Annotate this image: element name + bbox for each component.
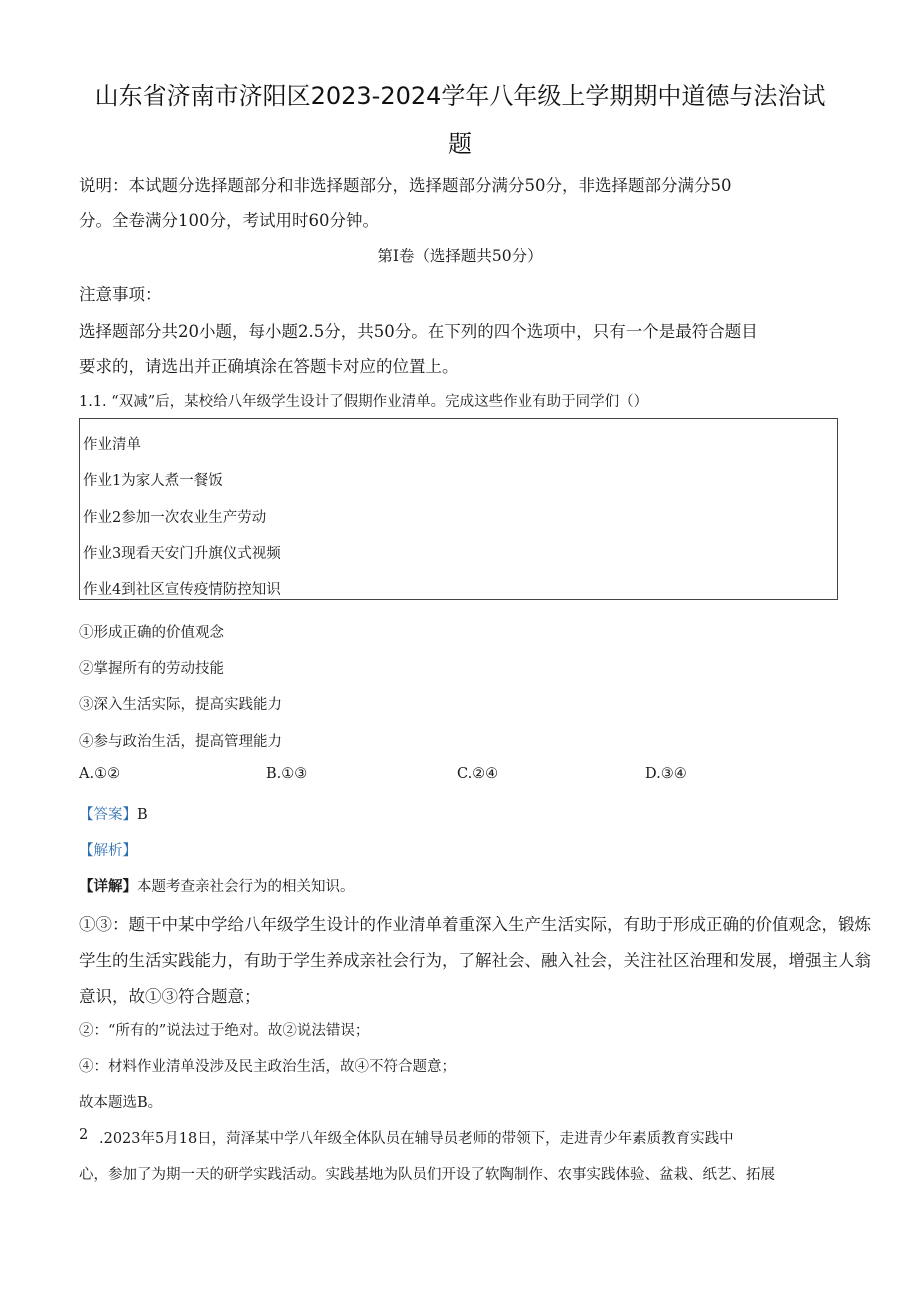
answer-label: 【答案】 [79,807,137,823]
statement-2: ②掌握所有的劳动技能 [79,661,224,677]
detail-line [79,875,355,896]
homework-item-1: 作业1为家人煮一餐饭 [83,473,223,489]
explain-line-1: ①③：题干中某中学给八年级学生设计的作业清单着重深入生产生活实际，有助于形成正确的价值观念，锻炼 [79,915,871,934]
explain-line-2: 学生的生活实践能力，有助于学生养成亲社会行为，了解社会、融入社会，关注社区治理和发展，增强主人翁 [79,951,871,970]
statement-1: ①形成正确的价值观念 [79,625,224,641]
homework-list-header: 作业清单 [83,437,141,453]
answer-value: B [137,807,148,823]
homework-item-3: 作业3现看天安门升旗仪式视频 [83,546,281,562]
question2-number: 2 [79,1127,89,1143]
question2-line2: 心，参加了为期一天的研学实践活动。实践基地为队员们开设了软陶制作、农事实践体验、盆栽、纸艺、拓展 [79,1167,775,1183]
notice-line2: 要求的，请选出并正确填涂在答题卡对应的位置上。 [79,357,459,376]
homework-item-2: 作业2参加一次农业生产劳动 [83,510,267,526]
detail-label: 【详解】 [79,878,137,895]
homework-item-4: 作业4到社区宣传疫情防控知识 [83,582,281,598]
question2-line1: .2023年5月18日，菏泽某中学八年级全体队员在辅导员老师的带领下，走进青少年素质教育实践中 [99,1131,734,1147]
option-b: B.①③ [266,766,308,782]
statement-4: ④参与政治生活，提高管理能力 [79,734,282,750]
page-title-line2: 题 [448,130,472,158]
section-title: 第I卷（选择题共50分） [377,247,543,265]
explain-line-6: 故本题选B。 [79,1095,163,1111]
explain-line-3: 意识，故①③符合题意； [79,987,261,1006]
option-c: C.②④ [457,766,499,782]
instructions-line2: 分。全卷满分100分，考试用时60分钟。 [79,211,379,230]
question1-stem: 1.1. “双减”后，某校给八年级学生设计了假期作业清单。完成这些作业有助于同学们（） [79,394,649,410]
instructions-line1: 说明：本试题分选择题部分和非选择题部分，选择题部分满分50分，非选择题部分满分50 [79,176,732,195]
notice-line1: 选择题部分共20小题，每小题2.5分，共50分。在下列的四个选项中，只有一个是最符合题目 [79,322,758,341]
detail-text: 本题考查亲社会行为的相关知识。 [137,879,355,895]
page-title-line1: 山东省济南市济阳区2023-2024学年八年级上学期期中道德与法治试 [94,82,826,110]
option-a: A.①② [79,766,121,782]
option-d: D.③④ [645,766,687,782]
statement-3: ③深入生活实际，提高实践能力 [79,697,282,713]
analysis-label: 【解析】 [79,843,137,859]
answer-line [79,803,148,824]
notice-label: 注意事项： [79,285,162,304]
explain-line-5: ④：材料作业清单没涉及民主政治生活，故④不符合题意； [79,1059,456,1075]
homework-list-table [79,418,838,600]
explain-line-4: ②：“所有的”说法过于绝对。故②说法错误； [79,1023,370,1039]
